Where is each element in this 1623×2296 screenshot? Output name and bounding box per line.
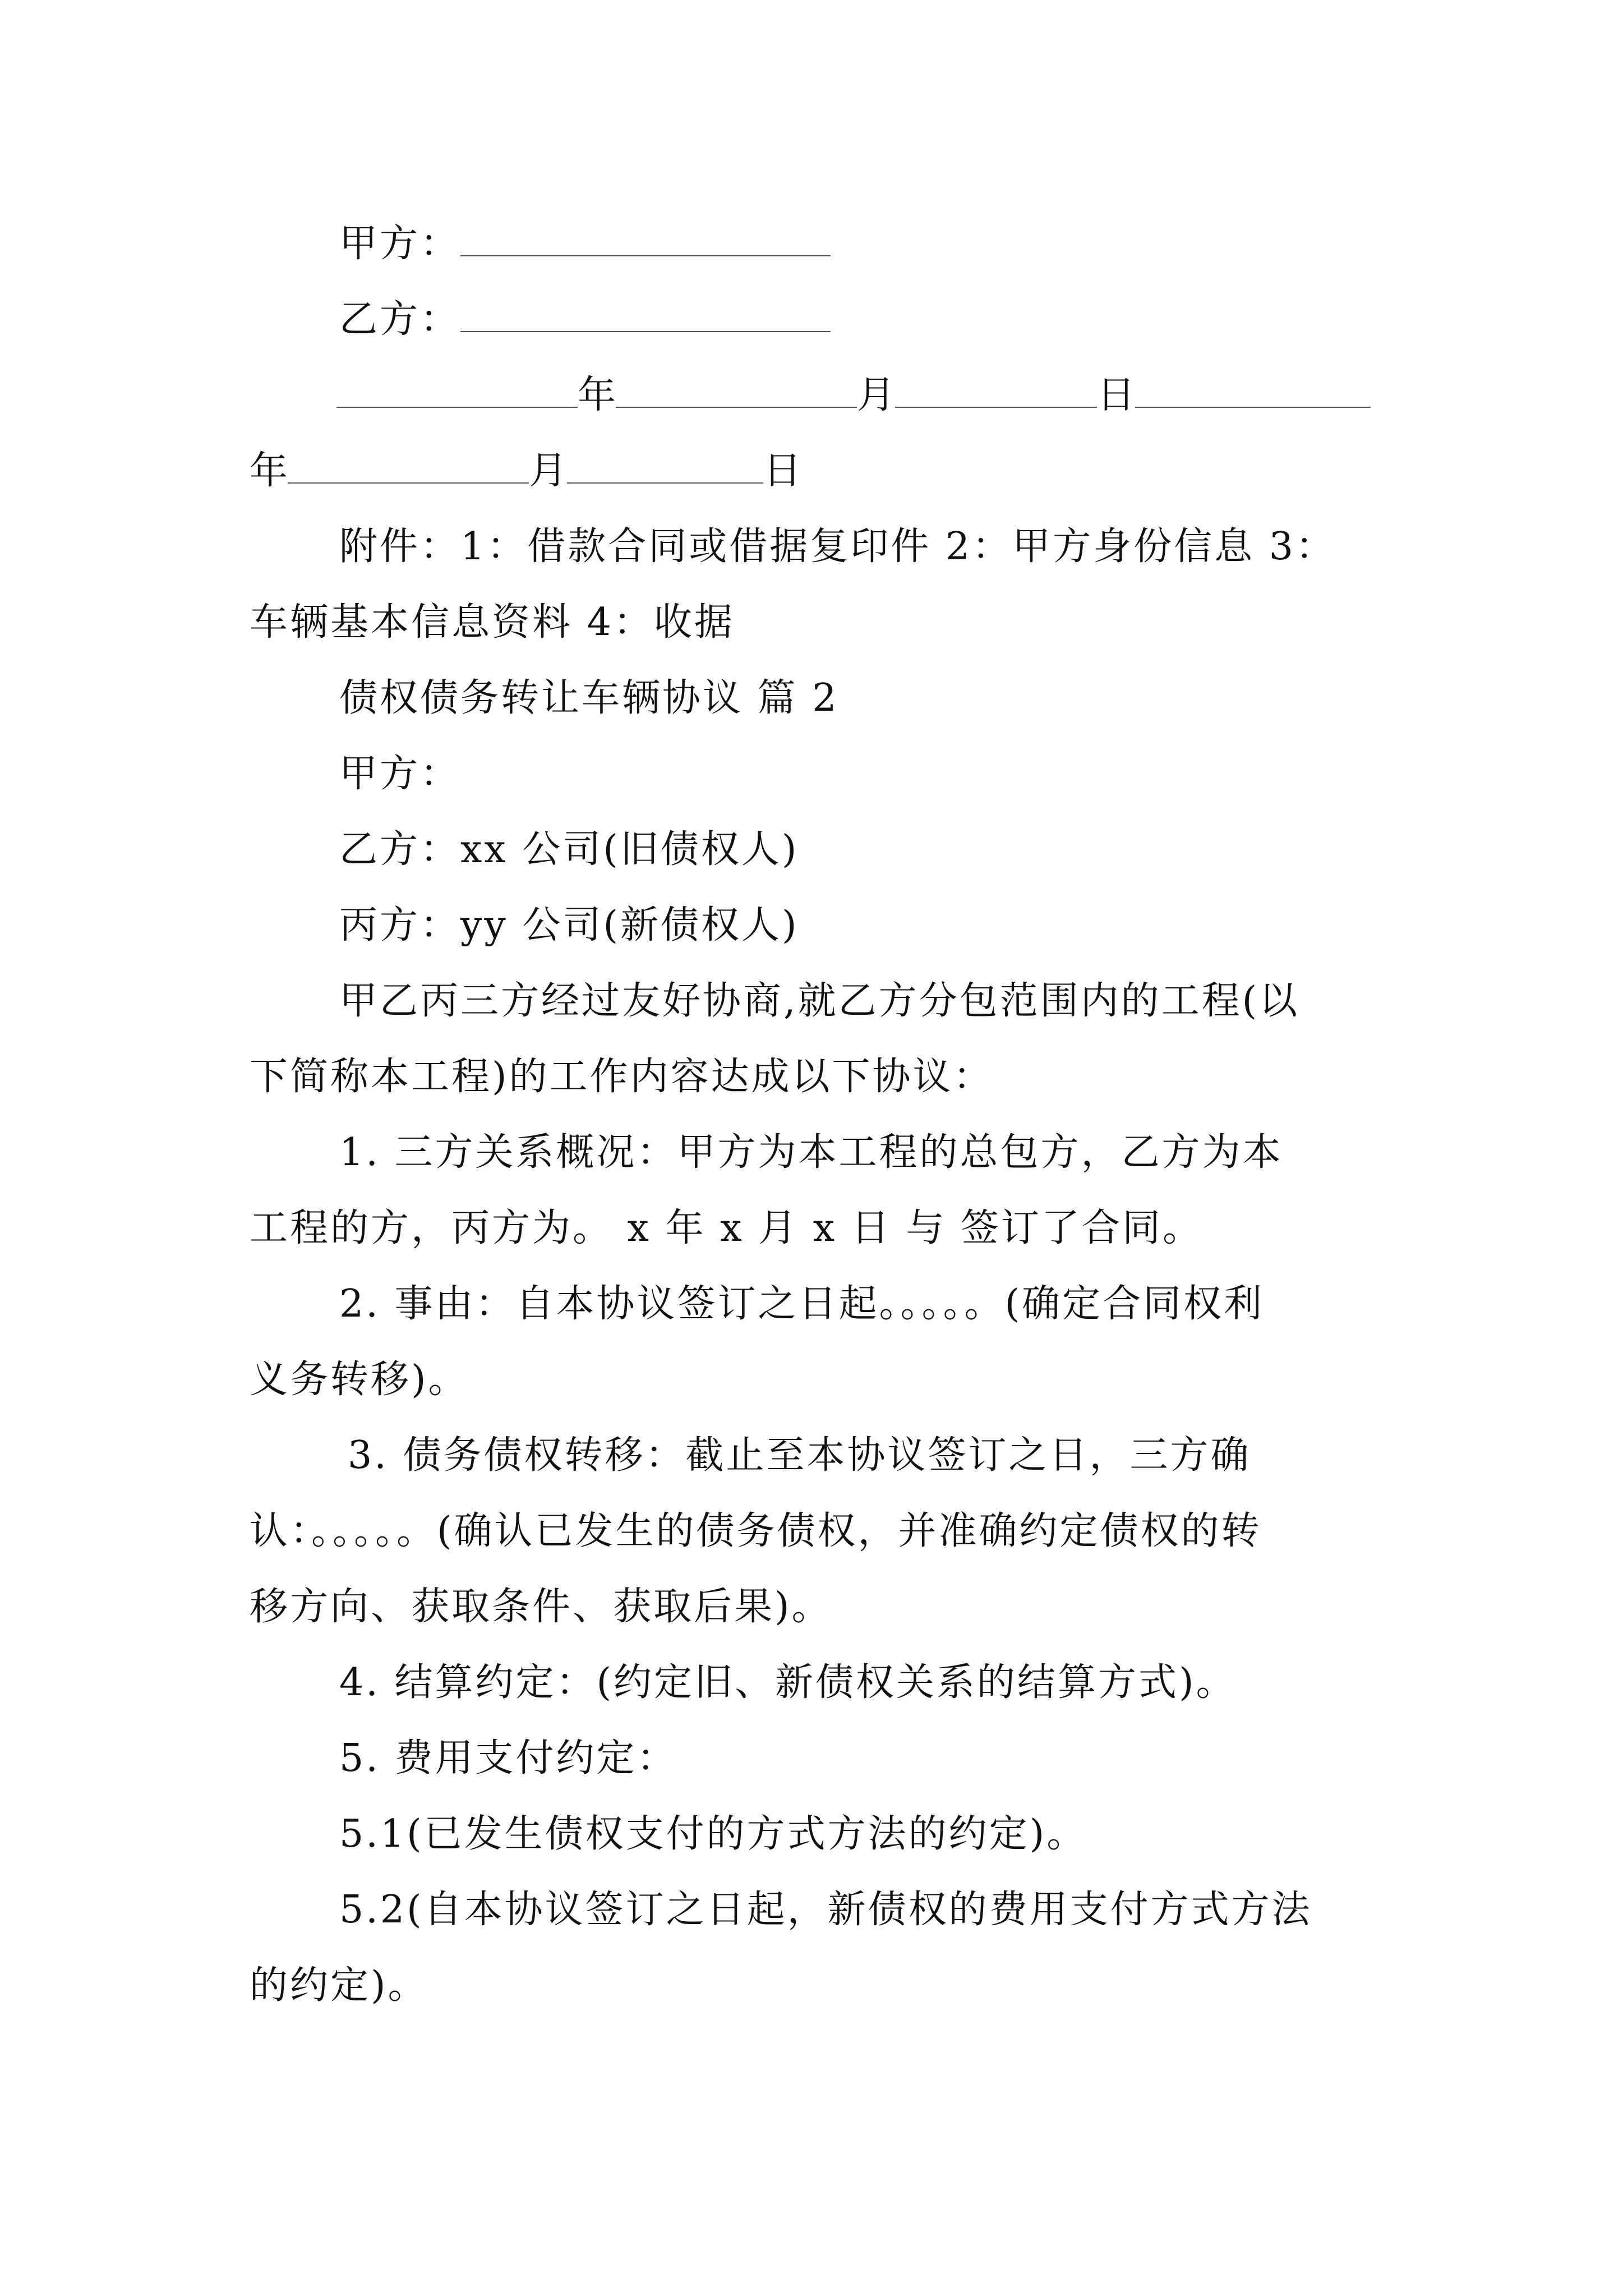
day-blank <box>895 373 1097 408</box>
party-a-label: 甲方： <box>339 222 461 266</box>
clause-4: 4. 结算约定：(约定旧、新债权关系的结算方式)。 <box>339 1660 1237 1705</box>
party-b-blank <box>460 297 831 332</box>
clause-5: 5. 费用支付约定： <box>339 1736 677 1780</box>
party-a-blank <box>460 222 831 256</box>
month-blank <box>616 373 857 408</box>
clause-3-line-3: 移方向、获取条件、获取后果)。 <box>250 1585 832 1629</box>
clause-2-line-1: 2. 事由：自本协议签订之日起。。。。。(确定合同权利 <box>339 1282 1265 1326</box>
year-label-2: 年 <box>250 449 288 493</box>
intro-line-1: 甲乙丙三方经过友好协商,就乙方分包范围内的工程(以 <box>339 979 1300 1023</box>
date-line-2 <box>250 449 1394 494</box>
section-title: 债权债务转让车辆协议 篇 2 <box>339 676 839 720</box>
party-c-line: 丙方：yy 公司(新债权人) <box>339 903 799 947</box>
attachments-line-2: 车辆基本信息资料 4：收据 <box>250 600 735 645</box>
clause-1-line-2: 工程的方，丙方为。 x 年 x 月 x 日 与 签订了合同。 <box>250 1206 1203 1250</box>
clause-5-2-line-2: 的约定)。 <box>250 1963 428 2008</box>
party-b-label: 乙方： <box>339 297 461 342</box>
year-blank <box>336 373 578 408</box>
party-b-line: 乙方：xx 公司(旧债权人) <box>339 827 799 872</box>
date-line-1 <box>336 373 1391 418</box>
day-blank-2 <box>567 449 763 484</box>
trailing-blank <box>1135 373 1371 408</box>
attachments-line-1: 附件：1：借款合同或借据复印件 2：甲方身份信息 3： <box>339 524 1336 569</box>
day-label: 日 <box>1097 373 1136 417</box>
clause-1-line-1: 1. 三方关系概况：甲方为本工程的总包方，乙方为本 <box>339 1130 1283 1175</box>
year-label: 年 <box>578 373 616 417</box>
party-b-signature-line <box>250 297 1483 342</box>
clause-3-line-1: 3. 债务债权转移：截止至本协议签订之日，三方确 <box>348 1433 1251 1478</box>
month-label-2: 月 <box>529 449 568 493</box>
day-label-2: 日 <box>763 449 802 493</box>
clause-3-line-2: 认：。。。。。(确认已发生的债务债权，并准确约定债权的转 <box>250 1509 1262 1553</box>
clause-5-2-line-1: 5.2(自本协议签订之日起，新债权的费用支付方式方法 <box>339 1888 1312 1932</box>
party-a-signature-line <box>250 222 1483 266</box>
month-label: 月 <box>857 373 896 417</box>
clause-5-1: 5.1(已发生债权支付的方式方法的约定)。 <box>339 1812 1087 1856</box>
party-a-line: 甲方： <box>339 752 461 796</box>
clause-2-line-2: 义务转移)。 <box>250 1358 469 1402</box>
intro-line-2: 下简称本工程)的工作内容达成以下协议： <box>250 1055 994 1099</box>
month-blank-2 <box>288 449 529 484</box>
